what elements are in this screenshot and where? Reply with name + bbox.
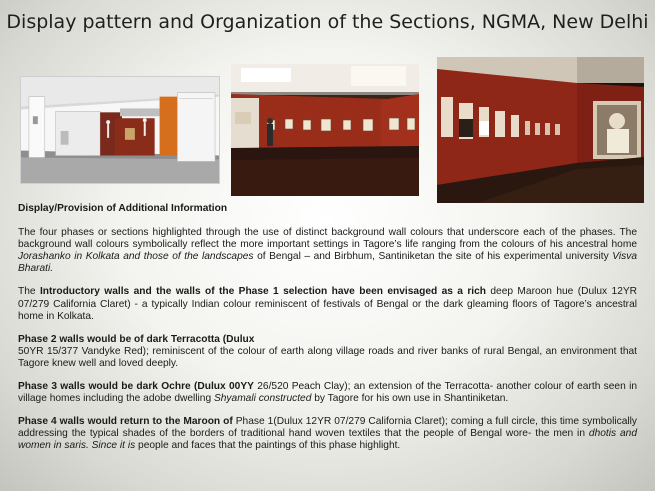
- bold-text: Phase 4 walls would return to the Maroon of: [18, 416, 233, 428]
- paragraph-phase1: [18, 286, 637, 322]
- section-heading: Display/Provision of Additional Information: [18, 203, 228, 214]
- text: of Bengal – and Birbhum, Santiniketan the site of his experimental university: [253, 251, 613, 263]
- paragraph-phase3: [18, 381, 637, 405]
- interior-graphic: [437, 57, 644, 203]
- text: people and faces that the paintings of this phase highlight.: [135, 440, 401, 452]
- gallery-red-wall-photo: [231, 64, 419, 196]
- gallery-interior-photo: [437, 57, 644, 203]
- text: 50YR 15/377 Vandyke Red); reminiscent of the colour of earth along village roads and river banks of rural Bengal, an environment that Tagore knew well and loved deeply.: [18, 345, 637, 369]
- bold-text: Phase 3 walls would be dark Ochre (Dulux 00YY: [18, 381, 254, 393]
- paragraph-phase2: [18, 334, 637, 370]
- red-wall-graphic: [231, 64, 419, 196]
- italic-text: Shyamali constructed: [213, 393, 312, 405]
- paragraph-overview: [18, 227, 637, 275]
- text: 26/520 Peach Clay); an extension of the Terracotta- another colour of earth seen in village homes including the adobe dwelling: [18, 381, 637, 405]
- text: The four phases or sections highlighted through the use of distinct background wall colours that underscore each of the phases. The background wall colours symbolically reflect the more important settings in Tagore’s life ranging from the colours of his ancestral home: [18, 227, 637, 251]
- text: Phase 1(Dulux 12YR 07/279 California Claret); coming a full circle, this time symbolically addressing the typical shades of the borders of traditional hand woven textiles that the people of Bengal wore- the men in: [18, 416, 637, 440]
- text: The: [18, 286, 40, 298]
- gallery-rendering-sketch: [20, 76, 220, 184]
- text: deep Maroon hue (Dulux 12YR 07/279 California Claret) - a typically Indian colour reminiscent of festivals of Bengal or the dark gleaming floors of Tagore’s ancestral home in Kolkata.: [18, 286, 638, 322]
- slide-title: Display pattern and Organization of the Sections, NGMA, New Delhi: [6, 11, 649, 33]
- bold-text: Phase 2 walls would be of dark Terracotta (Dulux: [18, 333, 255, 345]
- text: by Tagore for his own use in Shantiniketan.: [311, 393, 509, 405]
- italic-text: Jorashanko in Kolkata and those of the landscapes: [18, 251, 254, 263]
- italic-text: Visva Bharati.: [18, 251, 637, 275]
- bold-text: Introductory walls and the walls of the Phase 1 selection have been envisaged as a rich: [39, 286, 487, 298]
- rendering-graphic: [21, 77, 219, 183]
- italic-text: dhotis and women in saris. Since it is: [18, 428, 637, 452]
- slide-body: [18, 203, 637, 464]
- paragraph-phase4: [18, 416, 637, 452]
